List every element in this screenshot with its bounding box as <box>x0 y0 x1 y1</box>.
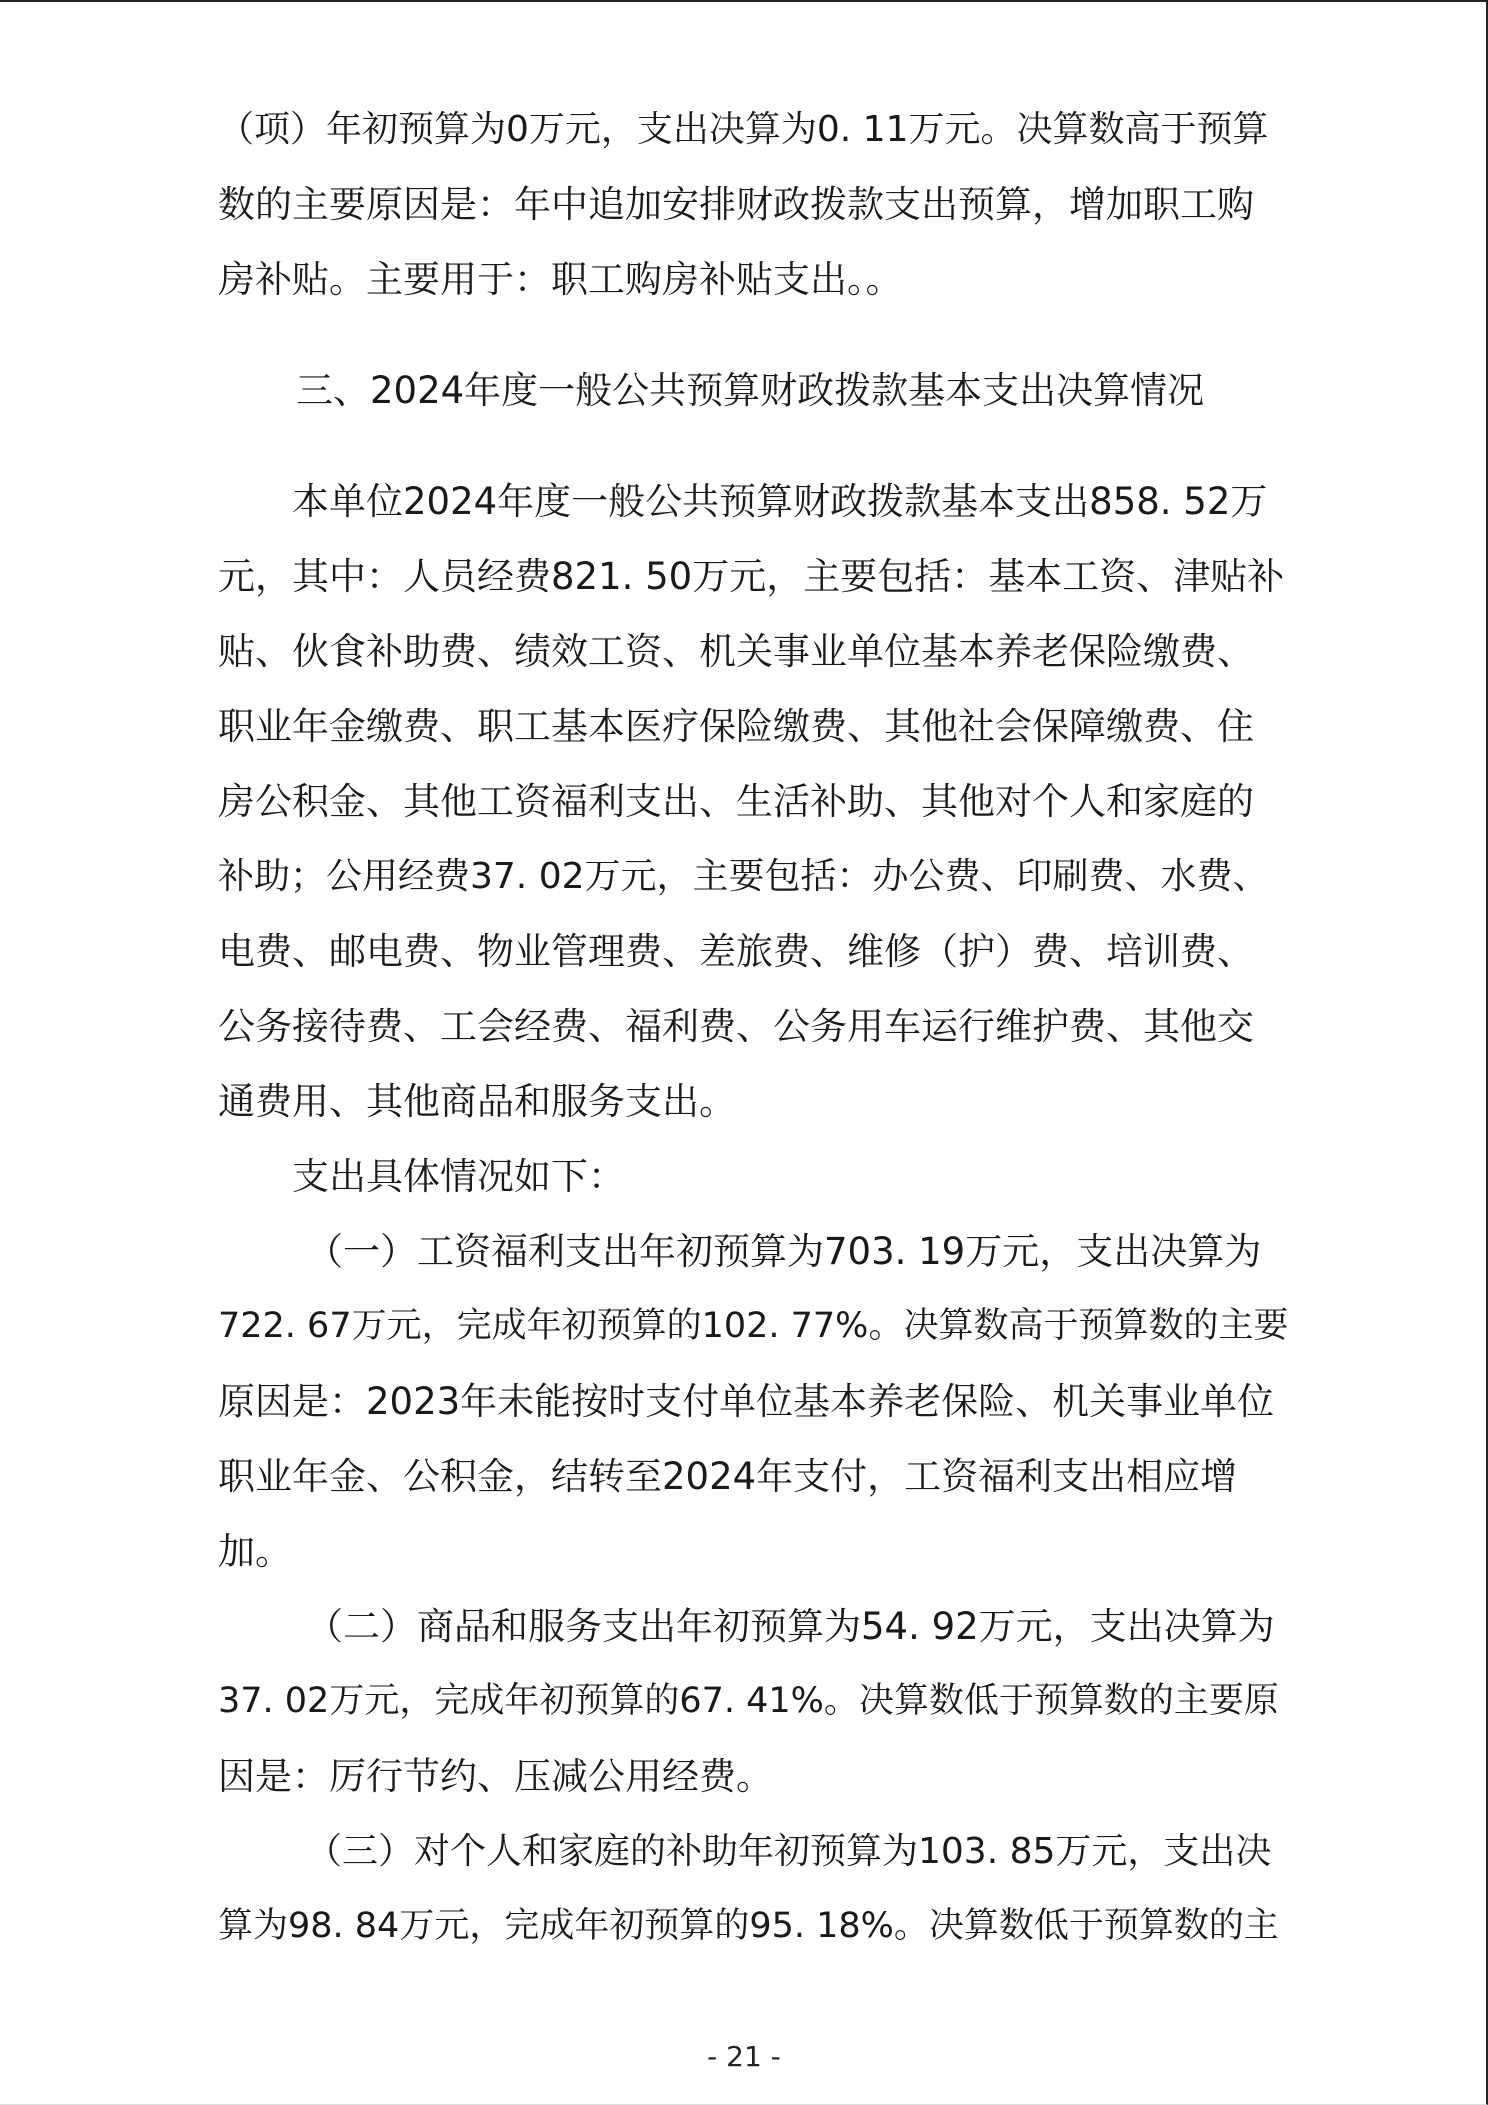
section-heading: 三、2024年度一般公共预算财政拨款基本支出决算情况 <box>296 369 1205 412</box>
paragraph-item-2 <box>218 1589 1288 1814</box>
text-line: 原因是：2023年未能按时支付单位基本养老保险、机关事业单位 <box>218 1380 1275 1423</box>
text-line: 本单位2024年度一般公共预算财政拨款基本支出858. 52万 <box>292 480 1268 523</box>
text-line: 贴、伙食补助费、绩效工资、机关事业单位基本养老保险缴费、 <box>218 630 1254 673</box>
paragraph-intro: 支出具体情况如下： <box>292 1155 625 1198</box>
text-line: 公务接待费、工会经费、福利费、公务用车运行维护费、其他交 <box>218 1005 1254 1048</box>
text-line: （项）年初预算为0万元，支出决算为0. 11万元。决算数高于预算 <box>218 109 1269 150</box>
text-line: 因是：厉行节约、压减公用经费。 <box>218 1755 773 1798</box>
text-line: 补助；公用经费37. 02万元，主要包括：办公费、印刷费、水费、 <box>218 856 1269 897</box>
text-line: 722. 67万元，完成年初预算的102. 77%。决算数高于预算数的主要 <box>218 1306 1289 1346</box>
text-line: （一）工资福利支出年初预算为703. 19万元，支出决算为 <box>306 1230 1262 1273</box>
paragraph-basic-expenditure <box>218 464 1288 1139</box>
text-line: 加。 <box>218 1530 292 1573</box>
text-line: 数的主要原因是：年中追加安排财政拨款支出预算，增加职工购 <box>218 183 1254 226</box>
text-line: 电费、邮电费、物业管理费、差旅费、维修（护）费、培训费、 <box>218 930 1254 973</box>
text-line: 通费用、其他商品和服务支出。 <box>218 1080 736 1123</box>
text-line: 元，其中：人员经费821. 50万元，主要包括：基本工资、津贴补 <box>218 555 1285 598</box>
text-line: 职业年金、公积金，结转至2024年支付，工资福利支出相应增 <box>218 1455 1238 1498</box>
text-line: 房公积金、其他工资福利支出、生活补助、其他对个人和家庭的 <box>218 780 1254 823</box>
text-line: 职业年金缴费、职工基本医疗保险缴费、其他社会保障缴费、住 <box>218 705 1254 748</box>
document-body <box>218 92 1288 1964</box>
text-line: （三）对个人和家庭的补助年初预算为103. 85万元，支出决 <box>306 1831 1272 1872</box>
text-line: （二）商品和服务支出年初预算为54. 92万元，支出决算为 <box>306 1605 1275 1648</box>
page-number: - 21 - <box>707 2040 781 2073</box>
paragraph-item-1 <box>218 1214 1288 1589</box>
text-line: 算为98. 84万元，完成年初预算的95. 18%。决算数低于预算数的主 <box>218 1906 1279 1946</box>
paragraph-item-3 <box>218 1814 1288 1964</box>
text-line: 房补贴。主要用于：职工购房补贴支出。。 <box>218 258 903 301</box>
paragraph-carryover <box>218 92 1288 317</box>
text-line: 37. 02万元，完成年初预算的67. 41%。决算数低于预算数的主要原 <box>218 1681 1279 1721</box>
